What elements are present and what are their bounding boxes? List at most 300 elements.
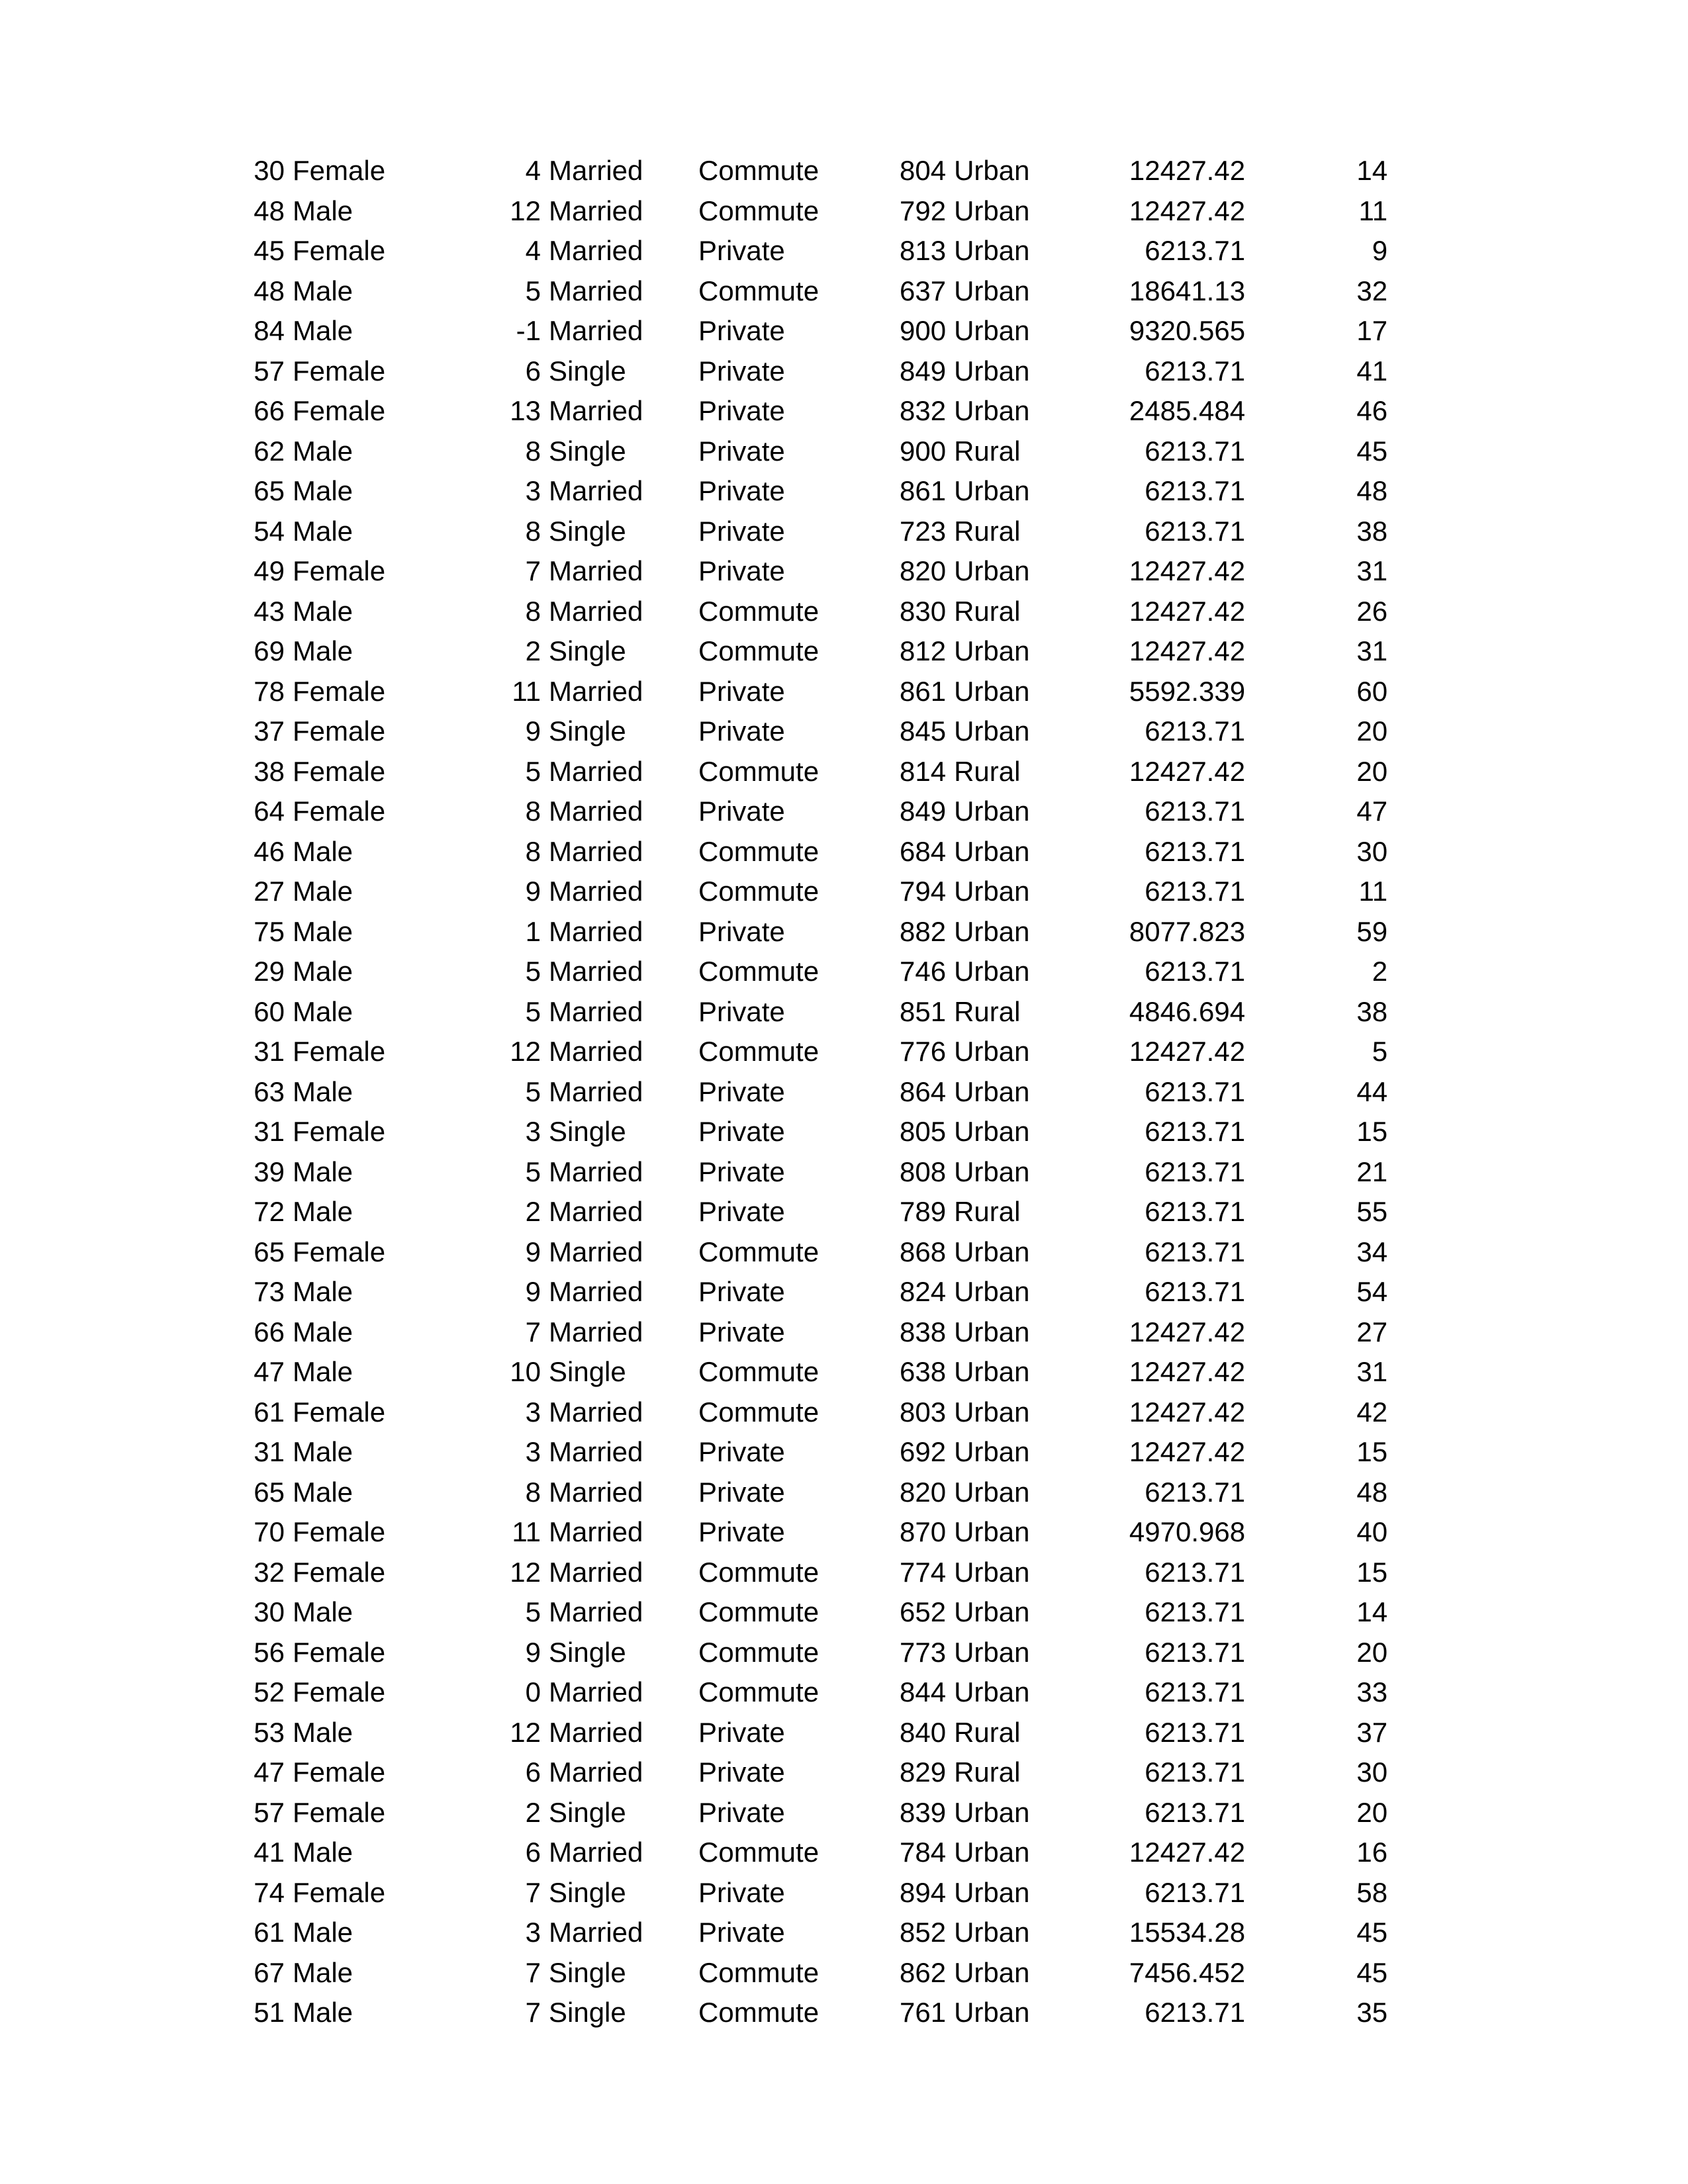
cell-marital-status: Married bbox=[549, 235, 643, 266]
cell-area: Rural bbox=[954, 1716, 1021, 1748]
table-row bbox=[238, 1913, 1387, 1953]
table-row bbox=[238, 1352, 1387, 1392]
cell-gender: Male bbox=[293, 1476, 353, 1508]
cell-gender: Female bbox=[293, 555, 386, 586]
cell-gender: Male bbox=[293, 515, 353, 547]
data-table bbox=[238, 151, 1387, 2033]
cell-count: 16 bbox=[1356, 1837, 1388, 1868]
cell-gender: Female bbox=[293, 1556, 386, 1588]
cell-type: Commute bbox=[698, 1236, 820, 1267]
cell-area: Urban bbox=[954, 1837, 1030, 1868]
cell-gender: Male bbox=[293, 1436, 353, 1467]
cell-count: 31 bbox=[1356, 555, 1388, 586]
cell-gender: Male bbox=[293, 595, 353, 627]
cell-score: 838 bbox=[900, 1316, 947, 1347]
table-row bbox=[238, 1512, 1387, 1553]
cell-score: 832 bbox=[900, 395, 947, 426]
cell-marital-status: Married bbox=[549, 1156, 643, 1187]
cell-amount: 6213.71 bbox=[1145, 1636, 1246, 1668]
table-row bbox=[238, 512, 1387, 552]
table-row bbox=[238, 1953, 1387, 1993]
cell-score: 868 bbox=[900, 1236, 947, 1267]
cell-marital-status: Married bbox=[549, 915, 643, 947]
table-row bbox=[238, 1713, 1387, 1753]
cell-age: 53 bbox=[254, 1716, 285, 1748]
cell-area: Urban bbox=[954, 1116, 1030, 1147]
cell-type: Commute bbox=[698, 1837, 820, 1868]
cell-amount: 6213.71 bbox=[1145, 1716, 1246, 1748]
cell-age: 75 bbox=[254, 915, 285, 947]
cell-marital-status: Married bbox=[549, 956, 643, 987]
cell-score: 864 bbox=[900, 1075, 947, 1107]
cell-type: Commute bbox=[698, 1596, 820, 1627]
cell-age: 47 bbox=[254, 1756, 285, 1788]
cell-years: 7 bbox=[525, 1997, 541, 2028]
cell-gender: Male bbox=[293, 1356, 353, 1387]
cell-age: 48 bbox=[254, 195, 285, 226]
cell-age: 65 bbox=[254, 1236, 285, 1267]
cell-type: Private bbox=[698, 796, 785, 827]
cell-type: Private bbox=[698, 1876, 785, 1908]
cell-gender: Male bbox=[293, 435, 353, 467]
cell-marital-status: Married bbox=[549, 1556, 643, 1588]
cell-type: Private bbox=[698, 475, 785, 506]
cell-amount: 6213.71 bbox=[1145, 1075, 1246, 1107]
cell-age: 41 bbox=[254, 1837, 285, 1868]
cell-amount: 6213.71 bbox=[1145, 1476, 1246, 1508]
cell-count: 2 bbox=[1372, 956, 1388, 987]
cell-score: 808 bbox=[900, 1156, 947, 1187]
cell-amount: 15534.28 bbox=[1129, 1917, 1246, 1948]
cell-count: 48 bbox=[1356, 1476, 1388, 1508]
cell-area: Urban bbox=[954, 1917, 1030, 1948]
cell-score: 844 bbox=[900, 1676, 947, 1707]
cell-years: 8 bbox=[525, 515, 541, 547]
cell-age: 31 bbox=[254, 1116, 285, 1147]
cell-marital-status: Married bbox=[549, 1516, 643, 1547]
cell-gender: Male bbox=[293, 475, 353, 506]
table-row bbox=[238, 752, 1387, 792]
cell-age: 38 bbox=[254, 755, 285, 787]
cell-gender: Female bbox=[293, 675, 386, 707]
cell-years: 7 bbox=[525, 1956, 541, 1988]
cell-amount: 12427.42 bbox=[1129, 595, 1246, 627]
cell-years: -1 bbox=[516, 315, 541, 346]
cell-type: Commute bbox=[698, 1556, 820, 1588]
cell-score: 794 bbox=[900, 876, 947, 907]
cell-count: 48 bbox=[1356, 475, 1388, 506]
cell-marital-status: Single bbox=[549, 1356, 626, 1387]
cell-age: 70 bbox=[254, 1516, 285, 1547]
cell-years: 8 bbox=[525, 435, 541, 467]
cell-area: Urban bbox=[954, 155, 1030, 186]
cell-type: Commute bbox=[698, 275, 820, 306]
cell-count: 20 bbox=[1356, 1796, 1388, 1828]
cell-gender: Male bbox=[293, 876, 353, 907]
cell-amount: 2485.484 bbox=[1129, 395, 1246, 426]
cell-score: 774 bbox=[900, 1556, 947, 1588]
cell-type: Commute bbox=[698, 1956, 820, 1988]
cell-amount: 6213.71 bbox=[1145, 435, 1246, 467]
cell-years: 6 bbox=[525, 1837, 541, 1868]
cell-area: Urban bbox=[954, 1596, 1030, 1627]
cell-age: 29 bbox=[254, 956, 285, 987]
cell-area: Urban bbox=[954, 675, 1030, 707]
cell-score: 845 bbox=[900, 715, 947, 747]
cell-score: 861 bbox=[900, 675, 947, 707]
cell-area: Urban bbox=[954, 1356, 1030, 1387]
cell-years: 9 bbox=[525, 1276, 541, 1307]
cell-count: 31 bbox=[1356, 1356, 1388, 1387]
cell-amount: 6213.71 bbox=[1145, 1876, 1246, 1908]
cell-gender: Male bbox=[293, 1075, 353, 1107]
cell-age: 49 bbox=[254, 555, 285, 586]
cell-gender: Male bbox=[293, 1196, 353, 1227]
cell-count: 60 bbox=[1356, 675, 1388, 707]
cell-marital-status: Married bbox=[549, 1396, 643, 1428]
cell-age: 78 bbox=[254, 675, 285, 707]
cell-count: 45 bbox=[1356, 1956, 1388, 1988]
cell-gender: Female bbox=[293, 155, 386, 186]
cell-marital-status: Married bbox=[549, 1837, 643, 1868]
cell-gender: Male bbox=[293, 1956, 353, 1988]
table-row bbox=[238, 1993, 1387, 2033]
cell-gender: Male bbox=[293, 835, 353, 867]
table-row bbox=[238, 1392, 1387, 1433]
cell-age: 51 bbox=[254, 1997, 285, 2028]
cell-count: 17 bbox=[1356, 315, 1388, 346]
cell-type: Private bbox=[698, 1156, 785, 1187]
cell-type: Private bbox=[698, 235, 785, 266]
cell-age: 72 bbox=[254, 1196, 285, 1227]
cell-amount: 12427.42 bbox=[1129, 635, 1246, 666]
cell-type: Private bbox=[698, 555, 785, 586]
cell-count: 14 bbox=[1356, 155, 1388, 186]
cell-gender: Male bbox=[293, 1316, 353, 1347]
cell-type: Private bbox=[698, 1796, 785, 1828]
cell-age: 31 bbox=[254, 1436, 285, 1467]
cell-gender: Female bbox=[293, 1396, 386, 1428]
cell-amount: 12427.42 bbox=[1129, 1837, 1246, 1868]
cell-marital-status: Married bbox=[549, 195, 643, 226]
cell-area: Urban bbox=[954, 1676, 1030, 1707]
cell-age: 30 bbox=[254, 1596, 285, 1627]
cell-area: Rural bbox=[954, 595, 1021, 627]
cell-area: Urban bbox=[954, 395, 1030, 426]
cell-marital-status: Married bbox=[549, 1196, 643, 1227]
cell-years: 4 bbox=[525, 235, 541, 266]
cell-years: 3 bbox=[525, 1116, 541, 1147]
cell-area: Urban bbox=[954, 915, 1030, 947]
cell-years: 8 bbox=[525, 796, 541, 827]
cell-age: 63 bbox=[254, 1075, 285, 1107]
cell-marital-status: Married bbox=[549, 796, 643, 827]
cell-area: Urban bbox=[954, 715, 1030, 747]
cell-years: 3 bbox=[525, 1396, 541, 1428]
cell-type: Commute bbox=[698, 956, 820, 987]
cell-marital-status: Married bbox=[549, 1756, 643, 1788]
cell-score: 803 bbox=[900, 1396, 947, 1428]
cell-years: 9 bbox=[525, 715, 541, 747]
cell-years: 3 bbox=[525, 1436, 541, 1467]
cell-age: 67 bbox=[254, 1956, 285, 1988]
cell-area: Urban bbox=[954, 1796, 1030, 1828]
cell-gender: Female bbox=[293, 1036, 386, 1067]
table-row bbox=[238, 1192, 1387, 1232]
cell-score: 824 bbox=[900, 1276, 947, 1307]
cell-area: Urban bbox=[954, 796, 1030, 827]
cell-count: 20 bbox=[1356, 1636, 1388, 1668]
cell-area: Rural bbox=[954, 995, 1021, 1027]
cell-age: 57 bbox=[254, 1796, 285, 1828]
cell-count: 38 bbox=[1356, 995, 1388, 1027]
cell-score: 776 bbox=[900, 1036, 947, 1067]
cell-marital-status: Single bbox=[549, 1796, 626, 1828]
cell-gender: Male bbox=[293, 635, 353, 666]
cell-years: 5 bbox=[525, 1075, 541, 1107]
table-row bbox=[238, 1432, 1387, 1473]
cell-gender: Male bbox=[293, 1716, 353, 1748]
cell-gender: Female bbox=[293, 1756, 386, 1788]
cell-years: 12 bbox=[510, 195, 541, 226]
cell-years: 13 bbox=[510, 395, 541, 426]
cell-type: Private bbox=[698, 915, 785, 947]
cell-count: 55 bbox=[1356, 1196, 1388, 1227]
cell-amount: 12427.42 bbox=[1129, 1036, 1246, 1067]
table-row bbox=[238, 1752, 1387, 1793]
cell-age: 30 bbox=[254, 155, 285, 186]
cell-area: Rural bbox=[954, 1196, 1021, 1227]
table-row bbox=[238, 792, 1387, 832]
cell-marital-status: Married bbox=[549, 155, 643, 186]
cell-count: 5 bbox=[1372, 1036, 1388, 1067]
cell-count: 15 bbox=[1356, 1116, 1388, 1147]
cell-years: 9 bbox=[525, 876, 541, 907]
cell-age: 32 bbox=[254, 1556, 285, 1588]
cell-type: Private bbox=[698, 435, 785, 467]
cell-amount: 6213.71 bbox=[1145, 1116, 1246, 1147]
cell-score: 812 bbox=[900, 635, 947, 666]
cell-count: 33 bbox=[1356, 1676, 1388, 1707]
cell-score: 813 bbox=[900, 235, 947, 266]
cell-area: Urban bbox=[954, 956, 1030, 987]
table-row bbox=[238, 551, 1387, 592]
cell-years: 2 bbox=[525, 635, 541, 666]
cell-years: 11 bbox=[512, 1516, 541, 1547]
cell-years: 12 bbox=[510, 1036, 541, 1067]
cell-count: 31 bbox=[1356, 635, 1388, 666]
cell-amount: 6213.71 bbox=[1145, 1556, 1246, 1588]
table-row bbox=[238, 1032, 1387, 1072]
cell-area: Urban bbox=[954, 1997, 1030, 2028]
cell-score: 773 bbox=[900, 1636, 947, 1668]
table-row bbox=[238, 1473, 1387, 1513]
cell-count: 37 bbox=[1356, 1716, 1388, 1748]
cell-amount: 12427.42 bbox=[1129, 755, 1246, 787]
cell-score: 792 bbox=[900, 195, 947, 226]
cell-amount: 6213.71 bbox=[1145, 1596, 1246, 1627]
cell-amount: 6213.71 bbox=[1145, 715, 1246, 747]
cell-score: 784 bbox=[900, 1837, 947, 1868]
cell-amount: 9320.565 bbox=[1129, 315, 1246, 346]
cell-years: 12 bbox=[510, 1716, 541, 1748]
cell-score: 820 bbox=[900, 1476, 947, 1508]
cell-area: Urban bbox=[954, 315, 1030, 346]
cell-gender: Male bbox=[293, 1837, 353, 1868]
cell-marital-status: Single bbox=[549, 1876, 626, 1908]
cell-years: 5 bbox=[525, 755, 541, 787]
cell-amount: 6213.71 bbox=[1145, 796, 1246, 827]
cell-area: Urban bbox=[954, 1316, 1030, 1347]
cell-amount: 6213.71 bbox=[1145, 835, 1246, 867]
cell-age: 65 bbox=[254, 475, 285, 506]
cell-amount: 6213.71 bbox=[1145, 1756, 1246, 1788]
cell-type: Commute bbox=[698, 876, 820, 907]
cell-amount: 12427.42 bbox=[1129, 1316, 1246, 1347]
cell-gender: Female bbox=[293, 796, 386, 827]
table-row bbox=[238, 1272, 1387, 1312]
cell-amount: 7456.452 bbox=[1129, 1956, 1246, 1988]
cell-gender: Female bbox=[293, 1116, 386, 1147]
cell-marital-status: Married bbox=[549, 995, 643, 1027]
cell-count: 30 bbox=[1356, 1756, 1388, 1788]
cell-gender: Male bbox=[293, 1917, 353, 1948]
table-row bbox=[238, 471, 1387, 512]
cell-count: 54 bbox=[1356, 1276, 1388, 1307]
cell-years: 7 bbox=[525, 1316, 541, 1347]
cell-count: 46 bbox=[1356, 395, 1388, 426]
cell-count: 41 bbox=[1356, 355, 1388, 387]
cell-area: Urban bbox=[954, 835, 1030, 867]
table-row bbox=[238, 952, 1387, 992]
cell-amount: 6213.71 bbox=[1145, 876, 1246, 907]
cell-age: 56 bbox=[254, 1636, 285, 1668]
cell-type: Commute bbox=[698, 755, 820, 787]
cell-gender: Male bbox=[293, 1276, 353, 1307]
table-row bbox=[238, 351, 1387, 392]
cell-type: Private bbox=[698, 315, 785, 346]
cell-score: 830 bbox=[900, 595, 947, 627]
table-row bbox=[238, 1112, 1387, 1152]
table-row bbox=[238, 872, 1387, 912]
cell-years: 3 bbox=[525, 1917, 541, 1948]
cell-years: 5 bbox=[525, 275, 541, 306]
cell-type: Private bbox=[698, 1716, 785, 1748]
cell-score: 723 bbox=[900, 515, 947, 547]
cell-gender: Male bbox=[293, 275, 353, 306]
cell-count: 40 bbox=[1356, 1516, 1388, 1547]
cell-years: 8 bbox=[525, 595, 541, 627]
cell-type: Private bbox=[698, 395, 785, 426]
cell-type: Private bbox=[698, 1276, 785, 1307]
cell-type: Private bbox=[698, 1436, 785, 1467]
cell-years: 3 bbox=[525, 475, 541, 506]
cell-gender: Female bbox=[293, 1796, 386, 1828]
cell-amount: 6213.71 bbox=[1145, 355, 1246, 387]
cell-years: 9 bbox=[525, 1236, 541, 1267]
cell-years: 12 bbox=[510, 1556, 541, 1588]
cell-gender: Female bbox=[293, 395, 386, 426]
cell-score: 829 bbox=[900, 1756, 947, 1788]
table-row bbox=[238, 271, 1387, 312]
cell-area: Urban bbox=[954, 1516, 1030, 1547]
cell-area: Urban bbox=[954, 1276, 1030, 1307]
cell-score: 894 bbox=[900, 1876, 947, 1908]
cell-marital-status: Single bbox=[549, 355, 626, 387]
cell-age: 74 bbox=[254, 1876, 285, 1908]
cell-count: 30 bbox=[1356, 835, 1388, 867]
cell-area: Urban bbox=[954, 1396, 1030, 1428]
cell-count: 45 bbox=[1356, 1917, 1388, 1948]
cell-years: 5 bbox=[525, 956, 541, 987]
cell-type: Commute bbox=[698, 1356, 820, 1387]
cell-amount: 6213.71 bbox=[1145, 1796, 1246, 1828]
cell-years: 1 bbox=[525, 915, 541, 947]
table-row bbox=[238, 1793, 1387, 1833]
table-row bbox=[238, 592, 1387, 632]
cell-marital-status: Married bbox=[549, 876, 643, 907]
cell-area: Rural bbox=[954, 515, 1021, 547]
table-row bbox=[238, 912, 1387, 952]
cell-type: Commute bbox=[698, 195, 820, 226]
cell-years: 5 bbox=[525, 995, 541, 1027]
cell-age: 27 bbox=[254, 876, 285, 907]
table-row bbox=[238, 1672, 1387, 1713]
cell-years: 7 bbox=[525, 1876, 541, 1908]
cell-gender: Female bbox=[293, 1636, 386, 1668]
cell-amount: 12427.42 bbox=[1129, 155, 1246, 186]
cell-marital-status: Married bbox=[549, 675, 643, 707]
cell-type: Private bbox=[698, 1756, 785, 1788]
cell-gender: Male bbox=[293, 915, 353, 947]
cell-age: 65 bbox=[254, 1476, 285, 1508]
table-row bbox=[238, 191, 1387, 232]
cell-age: 31 bbox=[254, 1036, 285, 1067]
cell-count: 45 bbox=[1356, 435, 1388, 467]
cell-marital-status: Married bbox=[549, 835, 643, 867]
cell-score: 805 bbox=[900, 1116, 947, 1147]
cell-years: 11 bbox=[512, 675, 541, 707]
cell-years: 0 bbox=[525, 1676, 541, 1707]
cell-age: 69 bbox=[254, 635, 285, 666]
cell-age: 47 bbox=[254, 1356, 285, 1387]
table-row bbox=[238, 1633, 1387, 1673]
cell-gender: Male bbox=[293, 995, 353, 1027]
cell-type: Commute bbox=[698, 1636, 820, 1668]
cell-score: 684 bbox=[900, 835, 947, 867]
cell-count: 15 bbox=[1356, 1436, 1388, 1467]
cell-amount: 4970.968 bbox=[1129, 1516, 1246, 1547]
cell-marital-status: Married bbox=[549, 475, 643, 506]
cell-score: 804 bbox=[900, 155, 947, 186]
cell-marital-status: Married bbox=[549, 1596, 643, 1627]
cell-score: 852 bbox=[900, 1917, 947, 1948]
cell-type: Private bbox=[698, 675, 785, 707]
cell-type: Commute bbox=[698, 1676, 820, 1707]
cell-amount: 6213.71 bbox=[1145, 1276, 1246, 1307]
cell-gender: Female bbox=[293, 1236, 386, 1267]
cell-type: Private bbox=[698, 515, 785, 547]
cell-area: Rural bbox=[954, 1756, 1021, 1788]
cell-amount: 12427.42 bbox=[1129, 195, 1246, 226]
table-row bbox=[238, 311, 1387, 351]
cell-gender: Male bbox=[293, 1997, 353, 2028]
cell-marital-status: Married bbox=[549, 1436, 643, 1467]
cell-type: Private bbox=[698, 1196, 785, 1227]
cell-age: 39 bbox=[254, 1156, 285, 1187]
cell-score: 849 bbox=[900, 796, 947, 827]
cell-score: 900 bbox=[900, 315, 947, 346]
